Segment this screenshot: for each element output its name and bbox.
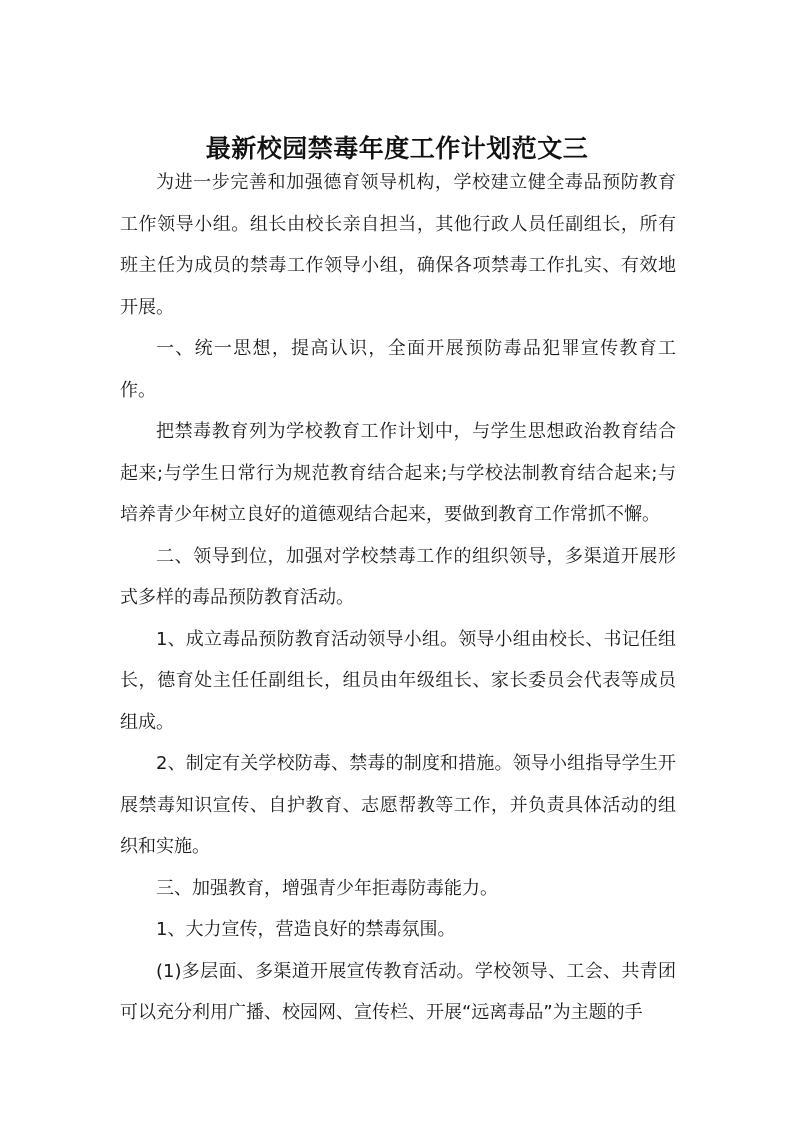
paragraph: 为进一步完善和加强德育领导机构，学校建立健全毒品预防教育工作领导小组。组长由校长亲自担当，其他行政人员任副组长，所有班主任为成员的禁毒工作领导小组，确保各项禁毒工作扎实、有效地开展。 — [120, 172, 676, 318]
paragraph: 一、统一思想，提高认识，全面开展预防毒品犯罪宣传教育工作。 — [120, 338, 676, 401]
paragraph: 二、领导到位，加强对学校禁毒工作的组织领导，多渠道开展形式多样的毒品预防教育活动。 — [120, 545, 676, 608]
paragraph: 三、加强教育，增强青少年拒毒防毒能力。 — [156, 877, 498, 899]
document-body — [120, 162, 676, 1034]
paragraph: (1)多层面、多渠道开展宣传教育活动。学校领导、工会、共青团可以充分利用广播、校园网、宣传栏、开展“远离毒品”为主题的手 — [120, 960, 676, 1023]
document-title: 最新校园禁毒年度工作计划范文三 — [205, 133, 589, 163]
paragraph: 1、成立毒品预防教育活动领导小组。领导小组由校长、书记任组长，德育处主任任副组长，组员由年级组长、家长委员会代表等成员组成。 — [120, 628, 676, 733]
paragraph: 把禁毒教育列为学校教育工作计划中，与学生思想政治教育结合起来;与学生日常行为规范教育结合起来;与学校法制教育结合起来;与培养青少年树立良好的道德观结合起来，要做到教育工作常抓不懈。 — [120, 421, 676, 525]
paragraph: 1、大力宣传，营造良好的禁毒氛围。 — [156, 919, 456, 940]
paragraph: 2、制定有关学校防毒、禁毒的制度和措施。领导小组指导学生开展禁毒知识宣传、自护教育、志愿帮教等工作，并负责具体活动的组织和实施。 — [120, 753, 676, 857]
